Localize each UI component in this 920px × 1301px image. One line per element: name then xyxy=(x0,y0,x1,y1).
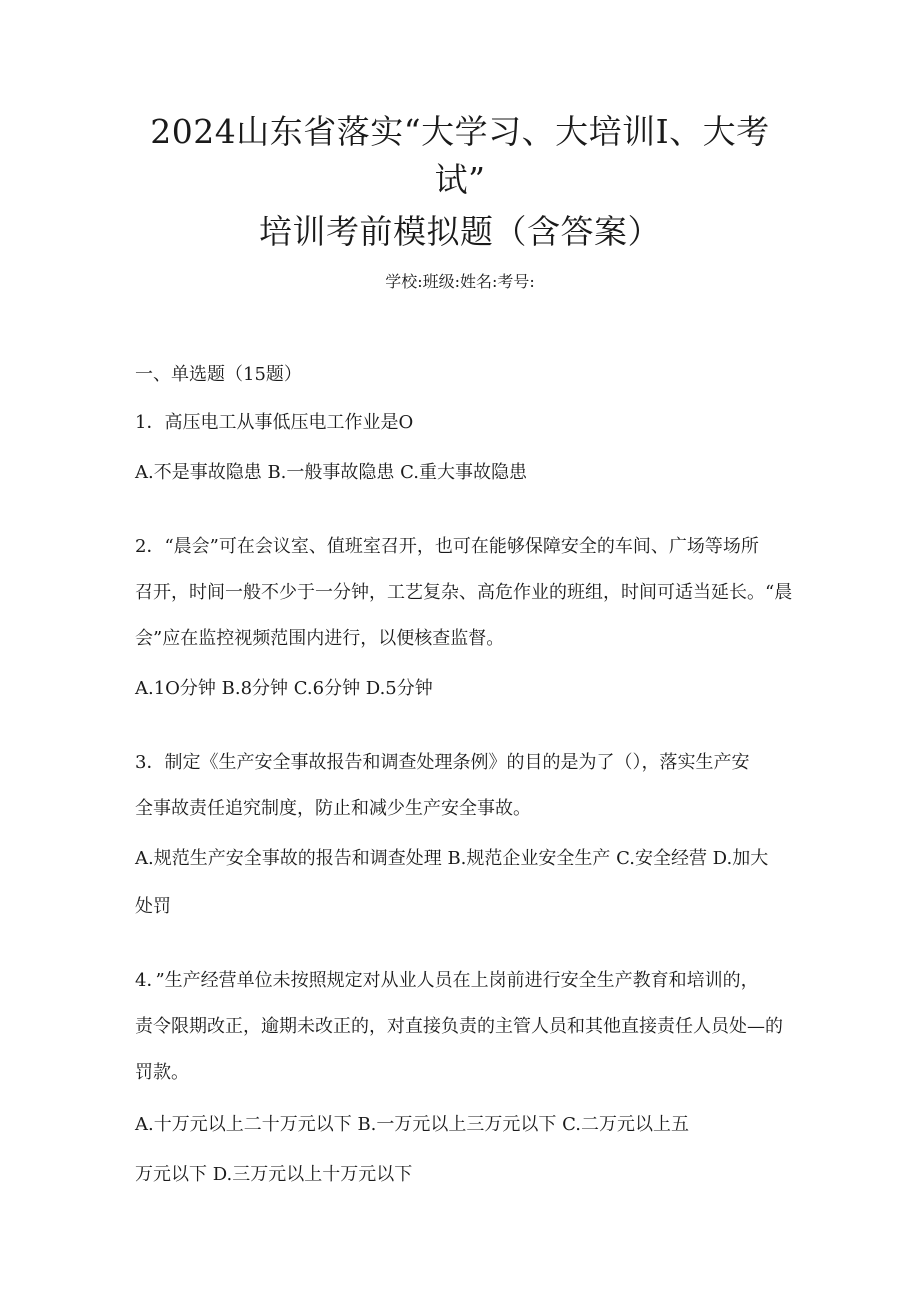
section-heading: 一、单选题（15题） xyxy=(135,364,302,385)
question-2-text: 会”应在监控视频范围内进行，以便核查监督。 xyxy=(135,628,505,649)
question-3-text: 全事故责任追究制度，防止和减少生产安全事故。 xyxy=(135,798,531,819)
student-info-line: 学校:班级:姓名:考号: xyxy=(385,272,535,291)
question-4-text: 4．”生产经营单位未按照规定对从业人员在上岗前进行安全生产教育和培训的， xyxy=(135,970,759,991)
question-3-options: 处罚 xyxy=(135,896,171,917)
question-4-options: 万元以下 D.三万元以上十万元以下 xyxy=(135,1164,413,1185)
question-4-text: 责令限期改正，逾期未改正的，对直接负责的主管人员和其他直接责任人员处—的 xyxy=(135,1016,783,1037)
question-3-options: A.规范生产安全事故的报告和调查处理 B.规范企业安全生产 C.安全经营 D.加大 xyxy=(135,848,769,869)
question-3-text: 3．制定《生产安全事故报告和调查处理条例》的目的是为了（），落实生产安 xyxy=(135,752,750,773)
question-1-options: A.不是事故隐患 B.一般事故隐患 C.重大事故隐患 xyxy=(135,462,527,483)
question-2-text: 2．“晨会”可在会议室、值班室召开，也可在能够保障安全的车间、广场等场所 xyxy=(135,536,759,557)
question-2-text: 召开，时间一般不少于一分钟，工艺复杂、高危作业的班组，时间可适当延长。“晨 xyxy=(135,582,793,603)
question-1-text: 1．高压电工从事低压电工作业是O xyxy=(135,412,414,433)
question-2-options: A.1O分钟 B.8分钟 C.6分钟 D.5分钟 xyxy=(135,678,433,699)
document-title-line-1: 2024山东省落实“大学习、大培训I、大考 xyxy=(150,112,770,151)
question-4-options: A.十万元以上二十万元以下 B.一万元以上三万元以下 C.二万元以上五 xyxy=(135,1114,689,1135)
question-4-text: 罚款。 xyxy=(135,1062,189,1083)
document-title-line-2: 试” xyxy=(434,160,486,199)
document-subtitle: 培训考前模拟题（含答案） xyxy=(259,212,661,251)
